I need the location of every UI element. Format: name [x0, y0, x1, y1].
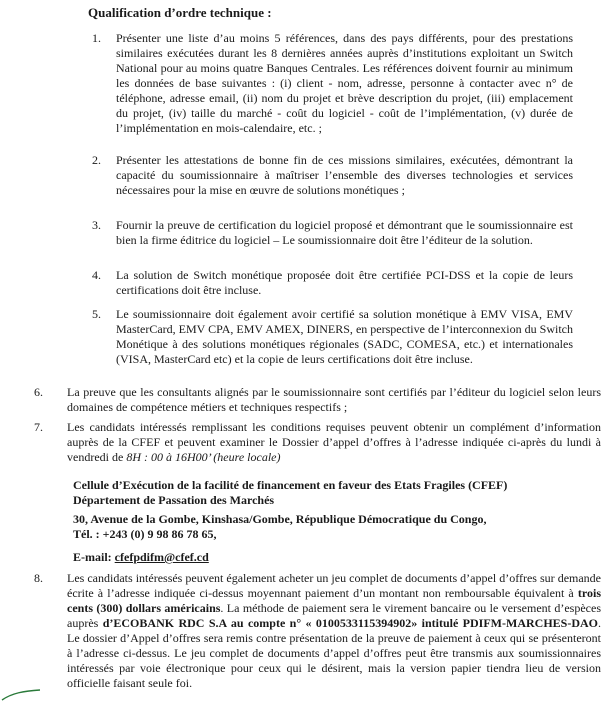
- item8-part2: . La méthode de paiement sera le virement bancaire ou le versement d’espèces auprès: [67, 601, 601, 630]
- item8-part1: Les candidats intéressés peuvent également acheter un jeu complet de documents d’appel d’offres sur demande écrite à l’adresse indiquée ci-dessus moyennant paiement d’un montant non remboursable équivalent à: [67, 571, 601, 600]
- item-number: 4.: [92, 268, 101, 282]
- email-line: [73, 550, 209, 565]
- address-line-3: 30, Avenue de la Gombe, Kinshasa/Gombe, République Démocratique du Congo,: [73, 512, 487, 526]
- item-text: La preuve que les consultants alignés par le soumissionnaire sont certifiés par l’éditeur du logiciel selon leurs domaines de compétence métiers et techniques respectifs ;: [67, 385, 601, 414]
- item-number: 8.: [34, 571, 43, 585]
- email-link[interactable]: cfefpdifm@cfef.cd: [114, 550, 209, 564]
- item-text: La solution de Switch monétique proposée doit être certifiée PCI-DSS et la copie de leurs certifications doit être incluse.: [116, 268, 573, 297]
- item-number: 3.: [92, 218, 101, 232]
- item-text: Présenter une liste d’au moins 5 références, dans des pays différents, pour des prestations similaires exécutées durant les 8 dernières années auprès d’institutions exploitant un Switch National pour au moins quatre Banques Centrales. Les références doivent fournir au minimum les données de base suivantes : (i) client - nom, adresse, personne à contacter avec n° de téléphone, adresse email, (ii) nom du projet et brève description du projet, (iii) emplacement du projet, (iv) taille du marché - coût du logiciel - coût de l’implémentation, (v) durée de l’implémentation en mois-calendaire, etc. ;: [116, 31, 573, 135]
- bank-account: d’ECOBANK RDC S.A au compte n° « 0100533115394902» intitulé PDIFM-MARCHES-DAO: [102, 616, 598, 630]
- item-text: [67, 571, 601, 691]
- item-number: 6.: [34, 385, 43, 399]
- item-text: [67, 420, 601, 465]
- email-label: E-mail:: [73, 550, 115, 564]
- item-number: 5.: [92, 307, 101, 321]
- item-number: 7.: [34, 420, 43, 434]
- item-number: 1.: [92, 31, 101, 45]
- address-line-4: Tél. : +243 (0) 9 98 86 78 65,: [73, 527, 217, 541]
- payment-amount: trois cents (300) dollars américains: [67, 586, 601, 615]
- item-text: Fournir la preuve de certification du logiciel proposé et démontrant que le soumissionnaire est bien la firme éditrice du logiciel – Le soumissionnaire doit être l’éditeur de la solution.: [116, 218, 573, 247]
- item8-part3: . Le dossier d’Appel d’offres sera remis contre présentation de la preuve de paiement à ceux qui se présenteront à l’adresse ci-dessus. Le jeu complet de documents d’appel d’offres peut être transmis aux soumissionnaires intéressés par voie électronique pour ceux qui le désirent, mais la version papier tiendra lieu de version officielle faisant seule foi.: [67, 616, 601, 690]
- address-line-2: Département de Passation des Marchés: [73, 493, 275, 507]
- office-hours: 8H : 00 à 16H00’ (heure locale): [126, 450, 281, 464]
- section-heading: Qualification d’ordre technique :: [88, 5, 272, 20]
- signature-mark-icon: [0, 673, 60, 703]
- item-text: Présenter les attestations de bonne fin de ces missions similaires, exécutées, démontrant la capacité du soumissionnaire à maîtriser l’ensemble des diverses technologies et services nécessaires pour la mise en œuvre de solutions monétiques ;: [116, 153, 573, 197]
- item-text: Le soumissionnaire doit également avoir certifié sa solution monétique à EMV VISA, EMV MasterCard, EMV CPA, EMV AMEX, DINERS, en perspective de l’interconnexion du Switch Monétique à des solutions monétiques régionales (SADC, COMESA, etc.) et internationales (VISA, MasterCard etc) et la copie de leurs certifications doit être incluse.: [116, 307, 573, 366]
- item-number: 2.: [92, 153, 101, 167]
- item7-text: Les candidats intéressés remplissant les conditions requises peuvent obtenir un complément d’information auprès de la CFEF et peuvent examiner le Dossier d’appel d’offres à l’adresse indiquée ci-après du lundi à vendredi de: [67, 420, 601, 464]
- address-line-1: Cellule d’Exécution de la facilité de financement en faveur des Etats Fragiles (CFEF): [73, 478, 508, 492]
